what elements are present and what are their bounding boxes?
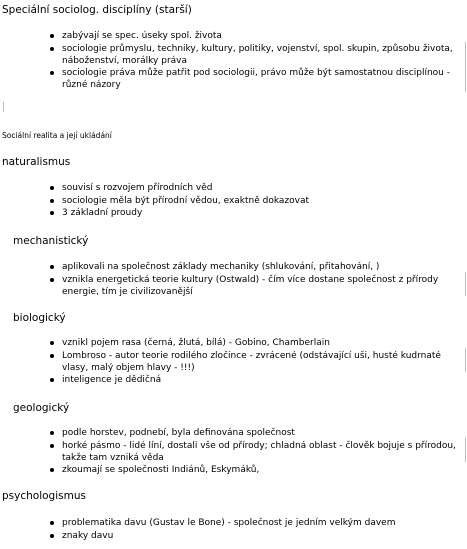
list-item: 3 základní proudy [50, 207, 464, 219]
small-caption: Sociální realita a její ukládání [2, 131, 112, 140]
section-heading-special: Speciální sociolog. disciplíny (starší) [2, 4, 192, 16]
naturalismus-list [50, 182, 464, 220]
cursor-mark [3, 102, 4, 112]
list-item: sociologie práva může patřit pod sociologii, právo může být samostatnou disciplínou - různé názory [50, 67, 464, 91]
margin-mark [465, 348, 466, 372]
biologicky-list [50, 337, 464, 387]
list-item: souvisí s rozvojem přírodních věd [50, 182, 464, 194]
section-heading-naturalismus: naturalismus [2, 156, 71, 168]
special-list [50, 30, 464, 92]
geologicky-list [50, 427, 464, 477]
list-item: zkoumají se společnosti Indiánů, Eskymáků, [50, 464, 464, 476]
list-item: sociologie průmyslu, techniky, kultury, politiky, vojenství, spol. skupin, způsobu života, náboženství, morálky práva [50, 43, 464, 67]
mechanisticky-list [50, 261, 464, 298]
section-heading-geologicky: geologický [13, 402, 70, 414]
list-item: znaky davu [50, 530, 464, 542]
margin-mark [465, 272, 466, 296]
list-item: horké pásmo - lidé líní, dostali vše od přírody; chladná oblast - člověk bojuje s přírodou, takže tam vzniká věda [50, 440, 464, 464]
list-item: vznikla energetická teorie kultury (Ostwald) - čím více dostane společnost z přírody energie, tím je civilizovanější [50, 274, 464, 298]
margin-mark [465, 42, 466, 92]
list-item: zabývají se spec. úseky spol. života [50, 30, 464, 42]
list-item: aplikovali na společnost základy mechaniky (shlukování, přitahování, ) [50, 261, 464, 273]
section-heading-psychologismus: psychologismus [2, 490, 86, 502]
section-heading-mechanisticky: mechanistický [13, 235, 89, 247]
list-item: podle horstev, podnebí, byla definována společnost [50, 427, 464, 439]
list-item: inteligence je dědičná [50, 374, 464, 386]
list-item: sociologie měla být přírodní vědou, exaktně dokazovat [50, 195, 464, 207]
list-item: vznikl pojem rasa (černá, žlutá, bílá) - Gobino, Chamberlain [50, 337, 464, 349]
section-heading-biologicky: biologický [13, 312, 66, 324]
margin-mark [465, 438, 466, 462]
list-item: Lombroso - autor teorie rodilého zločince - zvrácené (odstávající uši, husté kudrnaté vlasy, malý objem hlavy - !!!) [50, 350, 464, 374]
list-item: problematika davu (Gustav le Bone) - společnost je jedním velkým davem [50, 517, 464, 529]
psychologismus-list [50, 517, 464, 542]
